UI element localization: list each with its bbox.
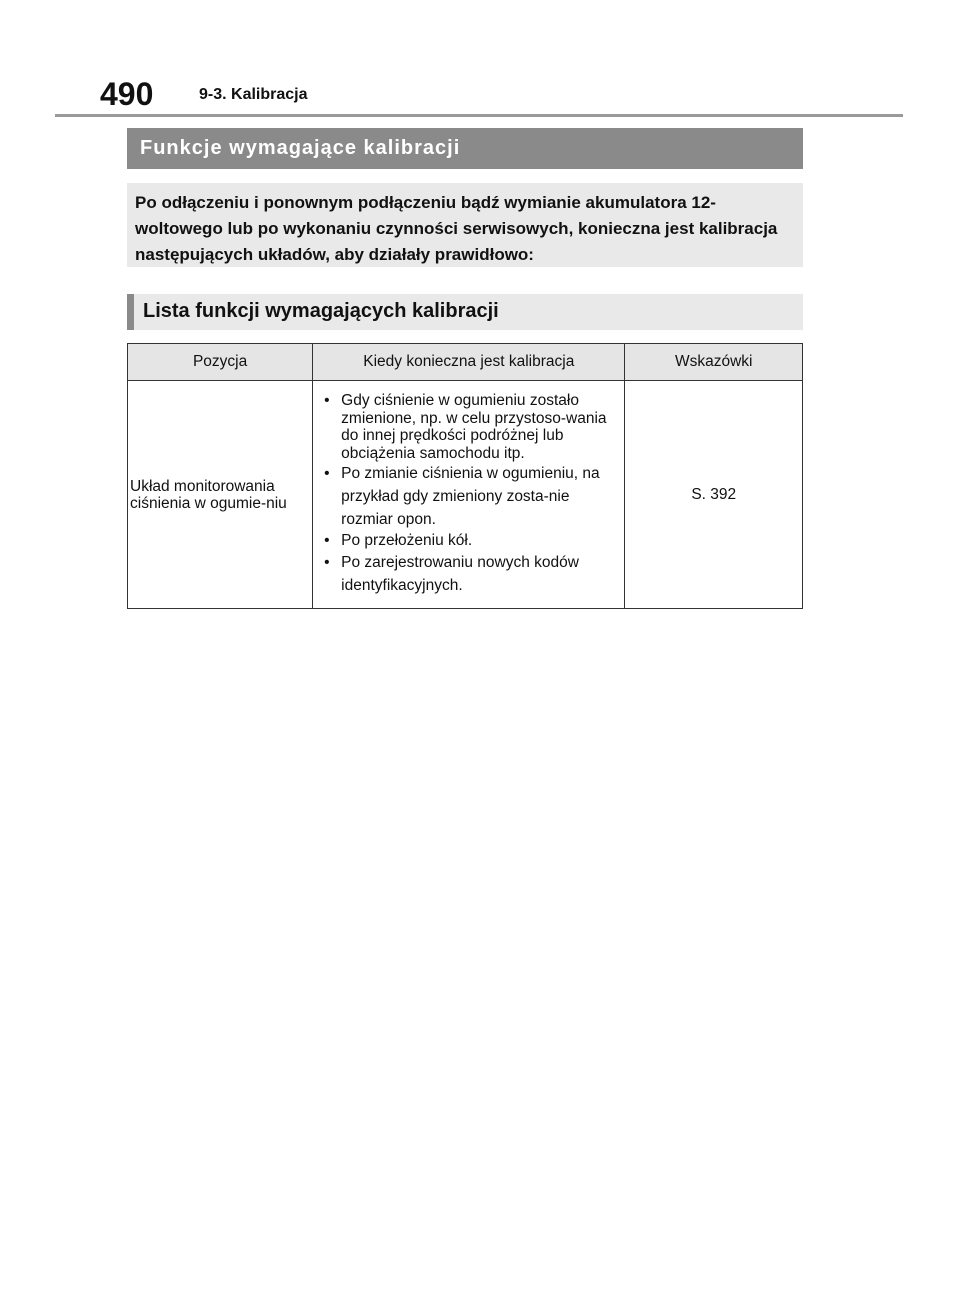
- list-item: • Gdy ciśnienie w ogumieniu zostało zmienione, np. w celu przystoso-wania do innej prędkości podróżnej lub obciążenia samochodu itp.: [321, 392, 622, 462]
- table-row: [128, 381, 803, 609]
- list-item: • Po zarejestrowaniu nowych kodów identyfikacyjnych.: [321, 551, 622, 597]
- cell-conditions: [313, 381, 625, 609]
- cell-item: Układ monitorowania ciśnienia w ogumie-niu: [128, 381, 313, 609]
- calibration-table: [127, 343, 803, 609]
- column-header-when-required: Kiedy konieczna jest kalibracja: [313, 344, 625, 381]
- conditions-list: [313, 386, 624, 603]
- cell-hint: S. 392: [625, 381, 803, 609]
- list-item: • Po zmianie ciśnienia w ogumieniu, na przykład gdy zmieniony zosta-nie rozmiar opon.: [321, 462, 622, 531]
- column-header-position: Pozycja: [128, 344, 313, 381]
- page-number: 490: [100, 76, 154, 112]
- subsection-title: Lista funkcji wymagających kalibracji: [127, 294, 803, 330]
- section-title: Funkcje wymagające kalibracji: [127, 128, 803, 169]
- list-item: • Po przełożeniu kół.: [321, 531, 622, 551]
- intro-text: Po odłączeniu i ponownym podłączeniu bądź wymianie akumulatora 12-woltowego lub po wykonaniu czynności serwisowych, konieczna jest kalibracja następujących układów, aby działały prawidłowo:: [127, 183, 803, 267]
- table-header-row: [128, 344, 803, 381]
- chapter-title: 9-3. Kalibracja: [199, 86, 308, 103]
- column-header-hints: Wskazówki: [625, 344, 803, 381]
- header-divider: [55, 114, 903, 117]
